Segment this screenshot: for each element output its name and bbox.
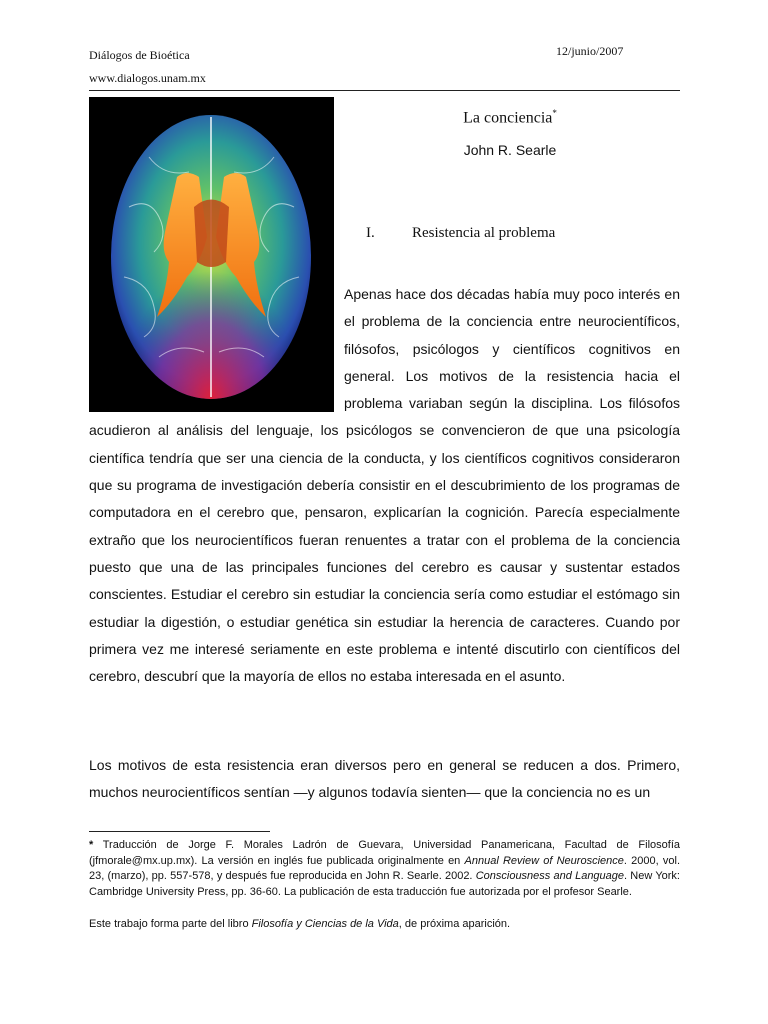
section-number: I. (366, 225, 375, 241)
body-paragraph-2: Los motivos de esta resistencia eran diversos pero en general se reducen a dos. Primero, muchos neurocientíficos sentían —y algunos todavía sienten— que la conciencia no es un (89, 757, 680, 801)
footnote-journal: Annual Review of Neuroscience (464, 854, 624, 867)
paragraph-1-text: Apenas hace dos décadas había muy poco interés en el problema de la conciencia entre neurocientíficos, filósofos, psicólogos y científicos cognitivos en general. Los motivos de la resistencia hacia el problema variaban según la disciplina. Los filósofos acudieron al análisis del lenguaje, los psicólogos se convencieron de que una psicología científica tendría que ser una ciencia de la conducta, y los científicos cognitivos consideraron que su programa de investigación debería consistir en el descubrimiento de los programas de computadora en el cerebro que, pensaron, explicarían la cognición. Parecía especialmente extraño que los neurocientíficos fueran renuentes a tratar con el problema de la conciencia puesto que una de las principales funciones del cerebro es causar y sustentar estados conscientes. Estudiar el cerebro sin estudiar la conciencia sería como estudiar el estómago sin estudiar la digestión, o estudiar genética sin estudiar la herencia de caracteres. Cuando por primera vez me interesé seriamente en este problema e intenté discutirlo con científicos del cerebro, descubrí que la mayoría de ellos no estaba interesada en el asunto. (89, 286, 680, 685)
image-float-spacer (89, 281, 344, 417)
journal-name: Diálogos de Bioética (89, 48, 190, 62)
footnote-divider (89, 831, 270, 832)
footnote-book: Consciousness and Language (475, 870, 625, 882)
footnote-line2-b: , de próxima aparición. (398, 918, 511, 930)
article-title-text: La conciencia (463, 109, 553, 127)
footnote (89, 838, 680, 900)
section-title: Resistencia al problema (412, 225, 556, 241)
footnote-mark: * (89, 839, 94, 851)
article-author: John R. Searle (463, 142, 557, 158)
journal-url[interactable]: www.dialogos.unam.mx (89, 71, 206, 85)
title-footnote-mark[interactable]: * (552, 108, 557, 118)
footnote-line-2 (89, 917, 680, 933)
page-header-left (89, 44, 206, 90)
body-paragraph-1 (89, 281, 680, 690)
footnote-part3: . New York: Cambridge University Press, pp. 36-60. La publicación de esta traducción fue autorizada por el profesor Searle. (89, 870, 680, 898)
footnote-part2: . 2000, vol. 23, (marzo), pp. 557-578, y después fue reproducida en John R. Searle. 2002. (89, 854, 680, 882)
footnote-line2-a: Este trabajo forma parte del libro (89, 918, 252, 930)
header-divider (89, 90, 680, 91)
footnote-part1: Traducción de Jorge F. Morales Ladrón de Guevara, Universidad Panamericana, Facultad de Filosofía (jfmorale@mx.up.mx). La versión en inglés fue publicada originalmente en (89, 839, 680, 867)
header-date: 12/junio/2007 (556, 44, 624, 58)
article-title (340, 108, 680, 127)
footnote-line2-book: Filosofía y Ciencias de la Vida (251, 918, 399, 930)
